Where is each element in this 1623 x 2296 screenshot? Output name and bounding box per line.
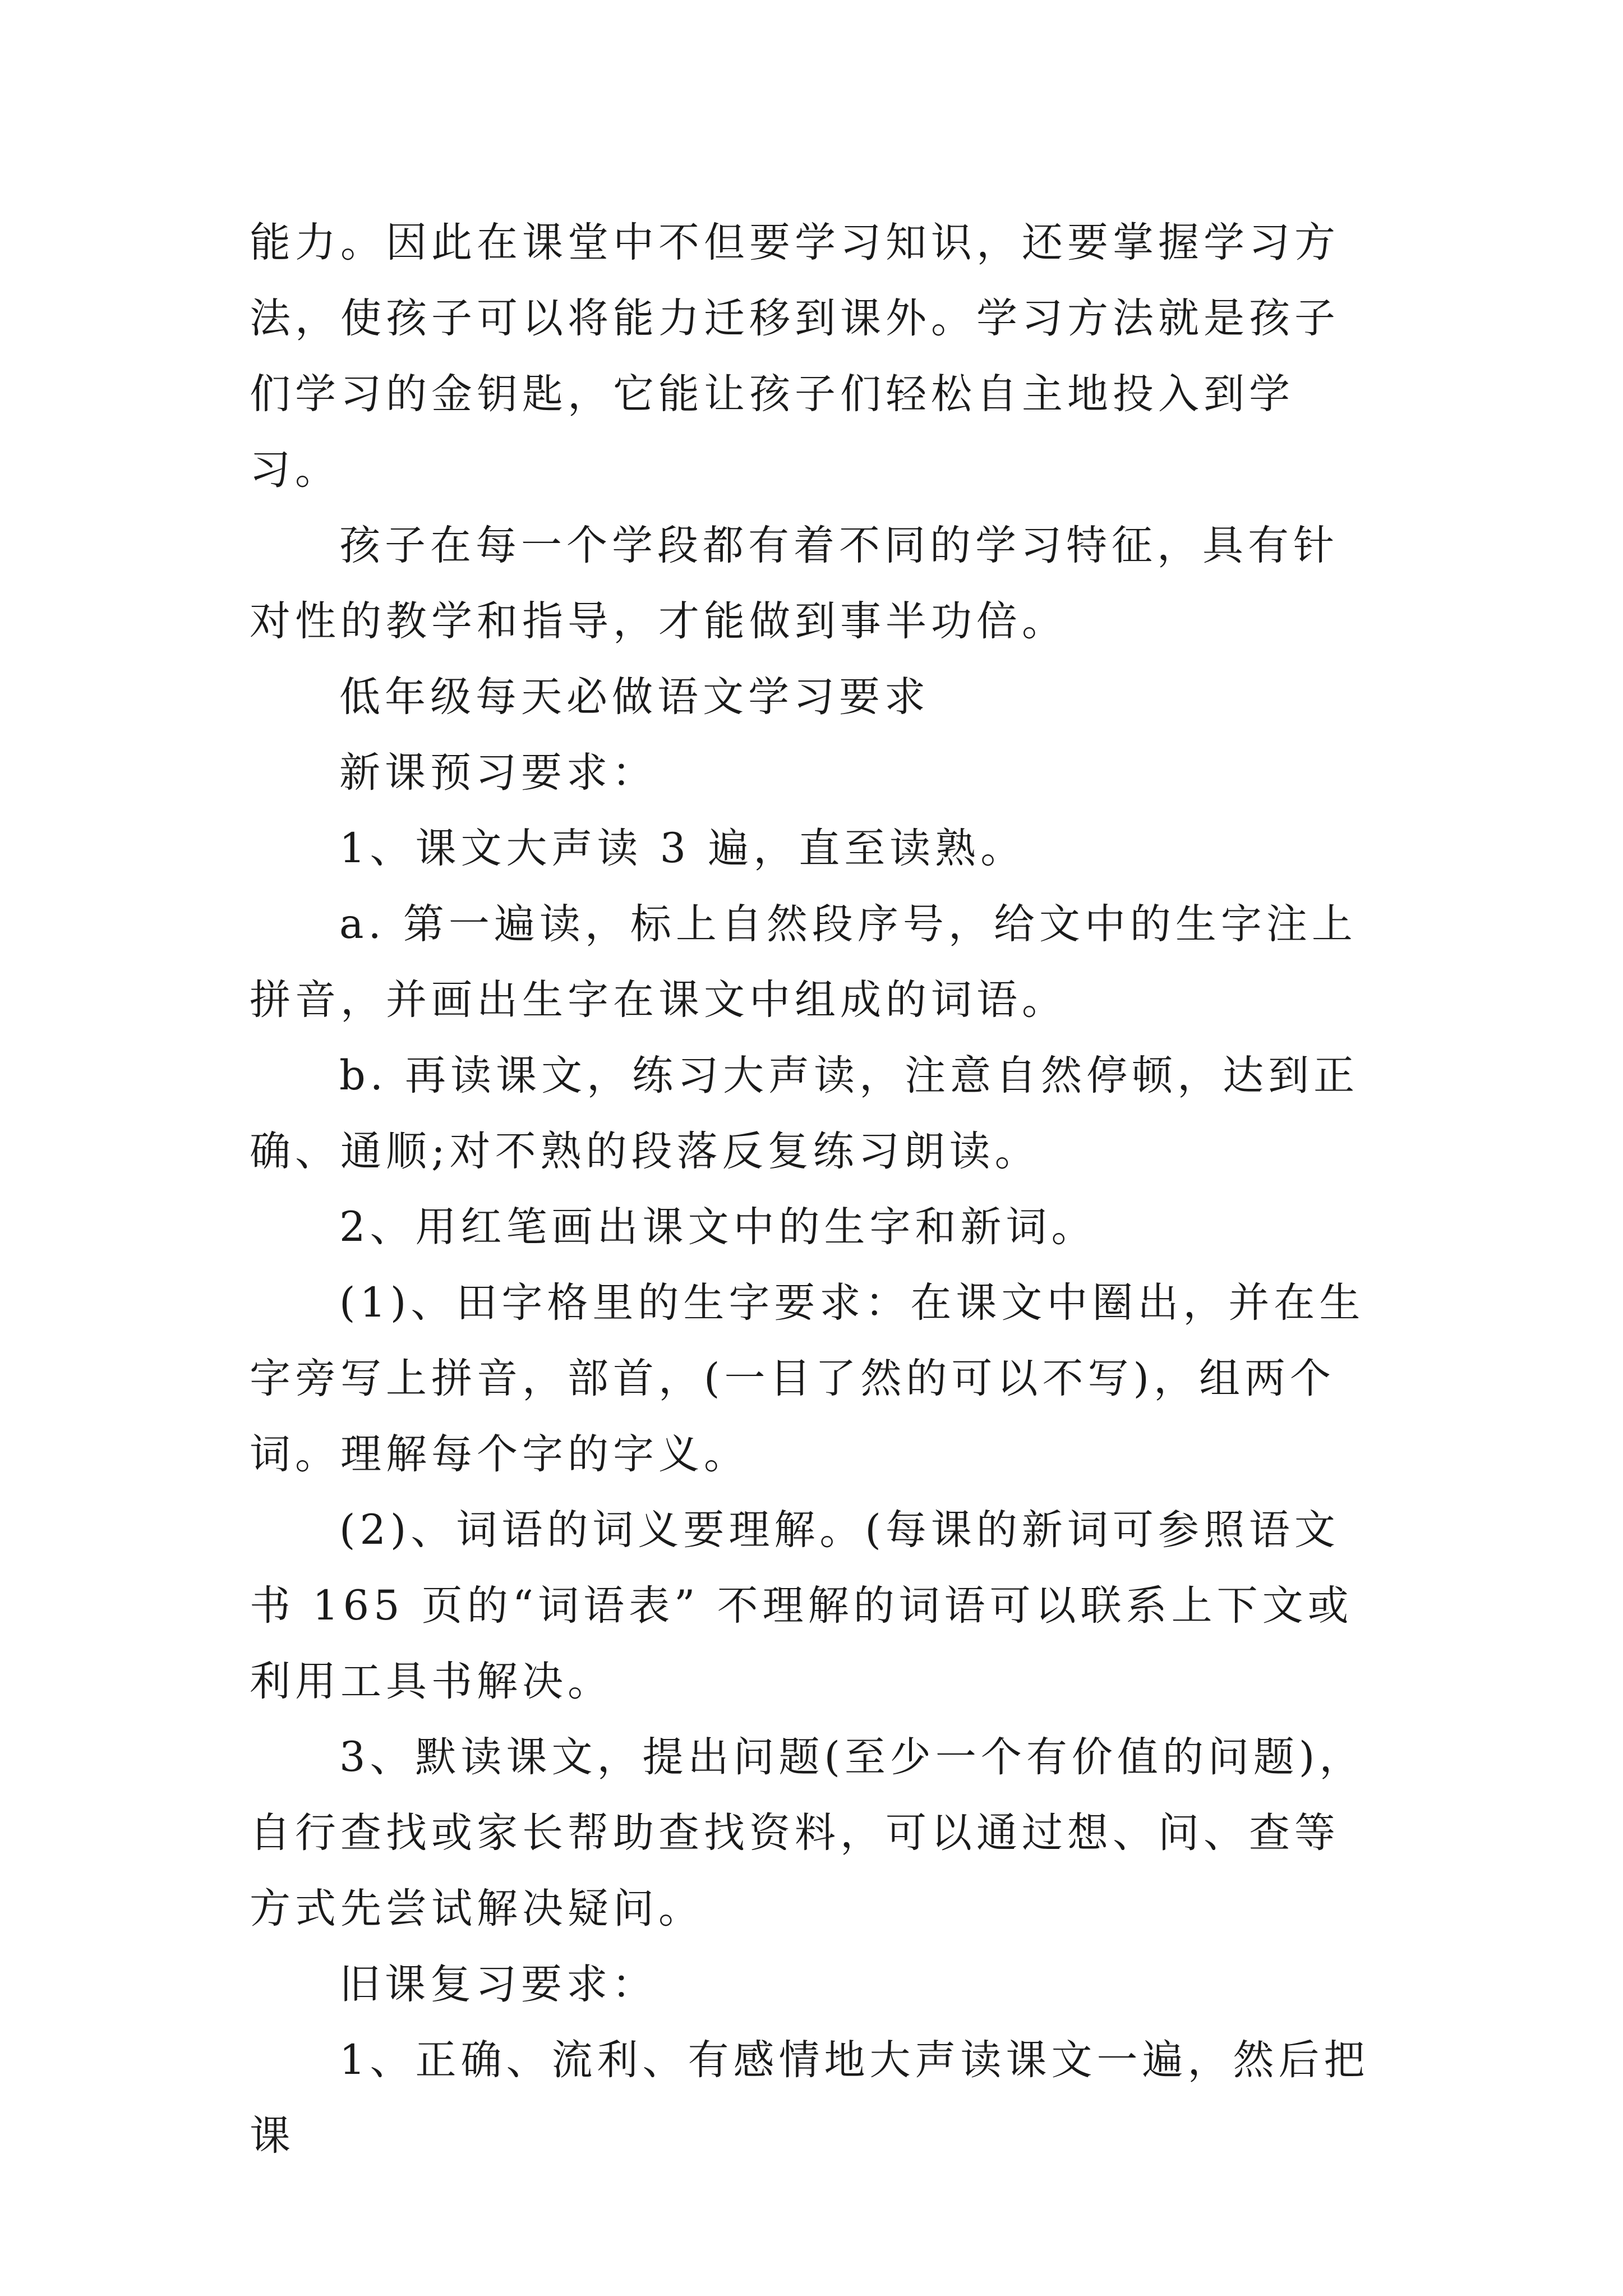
list-item: 2、用红笔画出课文中的生字和新词。 — [339, 1203, 1097, 1251]
list-item: 3、默读课文，提出问题(至少一个有价值的问题)，自行查找或家长帮助查找资料，可以通过想、问、查等方式先尝试解决疑问。 — [250, 1733, 1365, 1932]
list-item: 1、正确、流利、有感情地大声读课文一遍，然后把课 — [250, 2036, 1370, 2160]
list-item: (2)、词语的词义要理解。(每课的新词可参照语文书 165 页的“词语表” 不理解的词语可以联系上下文或利用工具书解决。 — [250, 1506, 1353, 1705]
subheading: 旧课复习要求： — [339, 1961, 657, 2008]
subheading: 新课预习要求： — [339, 749, 657, 797]
list-item: b. 再读课文，练习大声读，注意自然停顿，达到正确、通顺;对不熟的段落反复练习朗读。 — [250, 1052, 1359, 1175]
section-heading: 低年级每天必做语文学习要求 — [339, 673, 930, 721]
list-item: 1、课文大声读 3 遍，直至读熟。 — [339, 825, 1026, 872]
paragraph: 孩子在每一个学段都有着不同的学习特征，具有针对性的教学和指导，才能做到事半功倍。 — [250, 522, 1339, 645]
paragraph: 能力。因此在课堂中不但要学习知识，还要掌握学习方法，使孩子可以将能力迁移到课外。学习方法就是孩子们学习的金钥匙，它能让孩子们轻松自主地投入到学习。 — [250, 219, 1340, 494]
list-item: (1)、田字格里的生字要求：在课文中圈出，并在生字旁写上拼音，部首，(一目了然的可以不写)，组两个词。理解每个字的字义。 — [250, 1279, 1365, 1478]
list-item: a. 第一遍读，标上自然段序号，给文中的生字注上拼音，并画出生字在课文中组成的词语。 — [250, 900, 1357, 1024]
document-body — [250, 205, 1377, 2174]
